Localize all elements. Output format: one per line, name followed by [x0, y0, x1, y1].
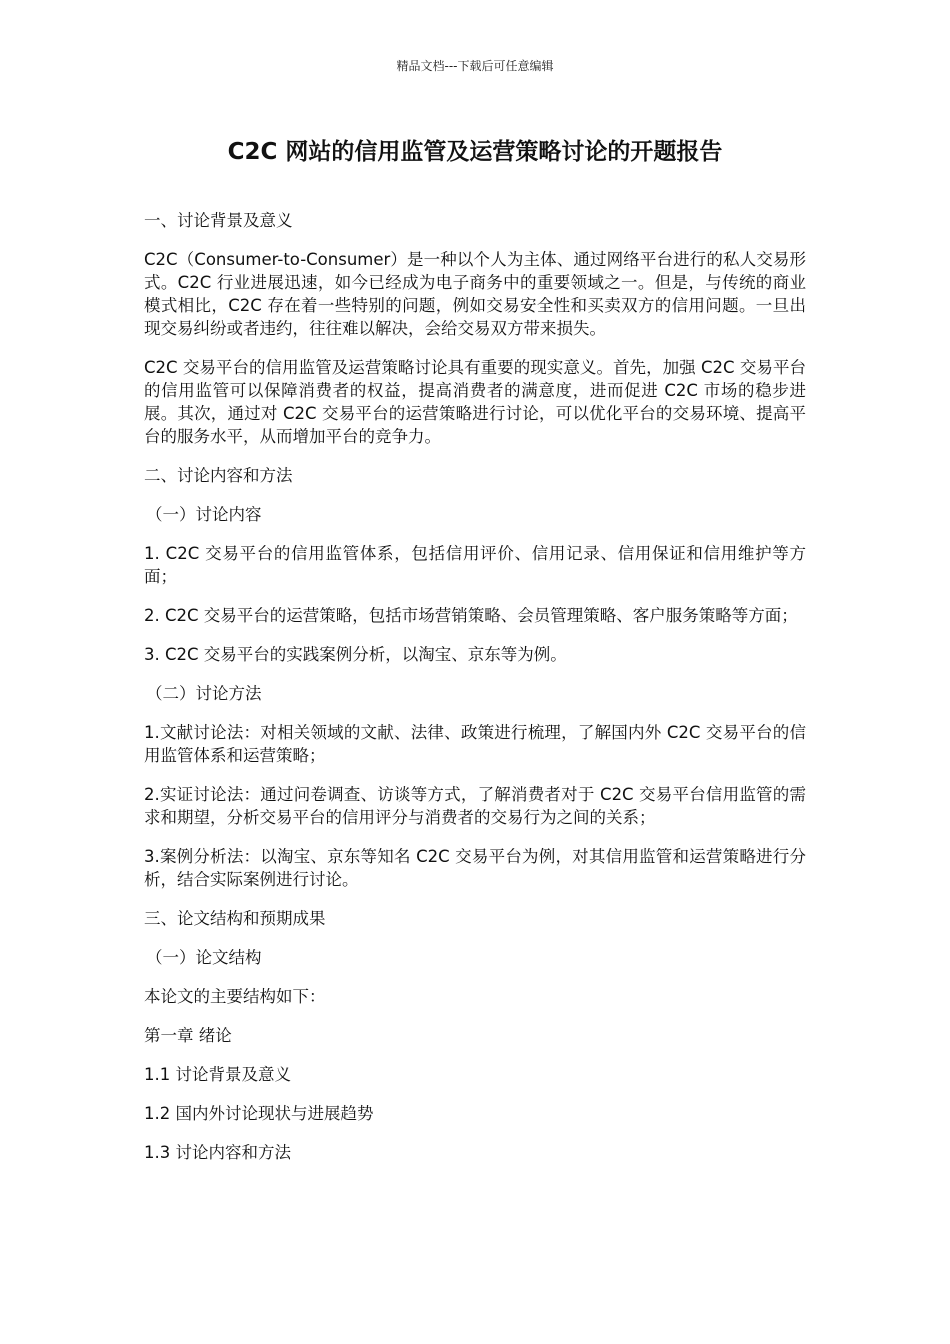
outline-item-1-3: 1.3 讨论内容和方法 [144, 1143, 291, 1162]
list-item-method-1: 1.文献讨论法：对相关领域的文献、法律、政策进行梳理，了解国内外 C2C 交易平台的信用监管体系和运营策略； [144, 723, 806, 765]
paragraph-background: C2C（Consumer-to-Consumer）是一种以个人为主体、通过网络平台进行的私人交易形式。C2C 行业进展迅速，如今已经成为电子商务中的重要领域之一。但是，与传统的商业模式相比，C2C 存在着一些特别的问题，例如交易安全性和买卖双方的信用问题。一旦出现交易纠纷或者违约，往往难以解决，会给交易双方带来损失。 [144, 250, 806, 338]
header-note: 精品文档---下载后可任意编辑 [396, 59, 554, 73]
list-item-content-3: 3. C2C 交易平台的实践案例分析，以淘宝、京东等为例。 [144, 645, 567, 664]
section-heading-3: 三、论文结构和预期成果 [144, 909, 326, 928]
chapter-heading-1: 第一章 绪论 [144, 1026, 232, 1045]
list-item-method-2: 2.实证讨论法：通过问卷调查、访谈等方式，了解消费者对于 C2C 交易平台信用监管的需求和期望，分析交易平台的信用评分与消费者的交易行为之间的关系； [144, 785, 806, 827]
subsection-heading-content: （一）讨论内容 [146, 505, 262, 524]
list-item-content-2: 2. C2C 交易平台的运营策略，包括市场营销策略、会员管理策略、客户服务策略等方面； [144, 606, 798, 625]
section-heading-2: 二、讨论内容和方法 [144, 466, 293, 485]
document-title: C2C 网站的信用监管及运营策略讨论的开题报告 [227, 139, 723, 165]
list-item-content-1: 1. C2C 交易平台的信用监管体系，包括信用评价、信用记录、信用保证和信用维护等方面； [144, 544, 806, 586]
subsection-heading-structure: （一）论文结构 [146, 948, 262, 967]
outline-item-1-1: 1.1 讨论背景及意义 [144, 1065, 291, 1084]
paragraph-significance: C2C 交易平台的信用监管及运营策略讨论具有重要的现实意义。首先，加强 C2C 交易平台的信用监管可以保障消费者的权益，提高消费者的满意度，进而促进 C2C 市场的稳步进展。其次，通过对 C2C 交易平台的运营策略进行讨论，可以优化平台的交易环境、提高平台的服务水平，从而增加平台的竞争力。 [144, 358, 806, 446]
document-body [144, 209, 806, 1180]
paragraph-structure-intro: 本论文的主要结构如下： [144, 987, 326, 1006]
list-item-method-3: 3.案例分析法：以淘宝、京东等知名 C2C 交易平台为例，对其信用监管和运营策略进行分析，结合实际案例进行讨论。 [144, 847, 806, 889]
subsection-heading-method: （二）讨论方法 [146, 684, 262, 703]
outline-item-1-2: 1.2 国内外讨论现状与进展趋势 [144, 1104, 374, 1123]
section-heading-1: 一、讨论背景及意义 [144, 211, 293, 230]
